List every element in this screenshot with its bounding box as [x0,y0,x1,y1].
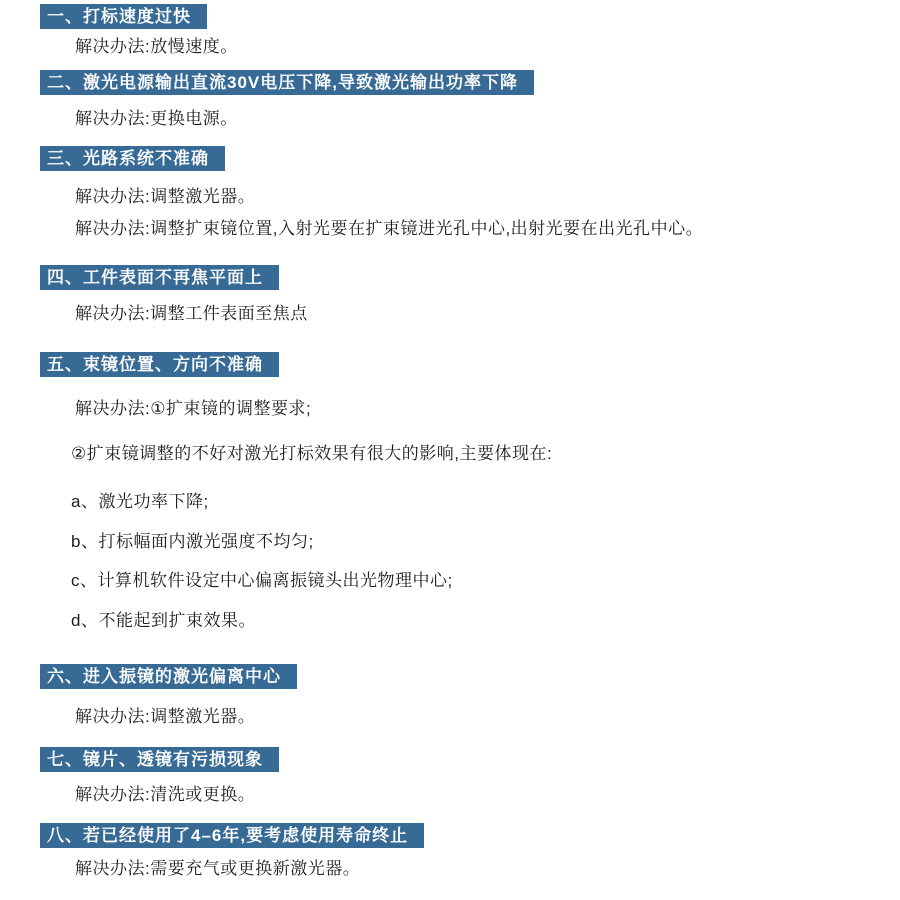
section-header: 三、光路系统不准确 [40,146,225,171]
solution-line: b、打标幅面内激光强度不均匀; [71,532,314,551]
solution-line: c、计算机软件设定中心偏离振镜头出光物理中心; [71,571,453,590]
solution-line: d、不能起到扩束效果。 [71,611,256,630]
section-header: 二、激光电源输出直流30V电压下降,导致激光输出功率下降 [40,70,534,95]
solution-line: 解决办法:调整扩束镜位置,入射光要在扩束镜进光孔中心,出射光要在出光孔中心。 [75,219,704,238]
solution-line: 解决办法:清洗或更换。 [75,785,256,804]
section-header: 七、镜片、透镜有污损现象 [40,747,279,772]
solution-line: 解决办法:①扩束镜的调整要求; [75,399,312,418]
section-header: 六、进入振镜的激光偏离中心 [40,664,297,689]
solution-line: ②扩束镜调整的不好对激光打标效果有很大的影响,主要体现在: [71,444,553,463]
solution-line: 解决办法:需要充气或更换新激光器。 [75,859,361,878]
solution-line: 解决办法:调整激光器。 [75,707,256,726]
solution-line: 解决办法:放慢速度。 [75,37,238,56]
solution-line: a、激光功率下降; [71,492,209,511]
section-header: 四、工件表面不再焦平面上 [40,265,279,290]
solution-line: 解决办法:更换电源。 [75,109,238,128]
section-header: 八、若已经使用了4–6年,要考虑使用寿命终止 [40,823,424,848]
solution-line: 解决办法:调整激光器。 [75,187,256,206]
solution-line: 解决办法:调整工件表面至焦点 [75,304,308,323]
section-header: 一、打标速度过快 [40,4,207,29]
section-header: 五、束镜位置、方向不准确 [40,352,279,377]
